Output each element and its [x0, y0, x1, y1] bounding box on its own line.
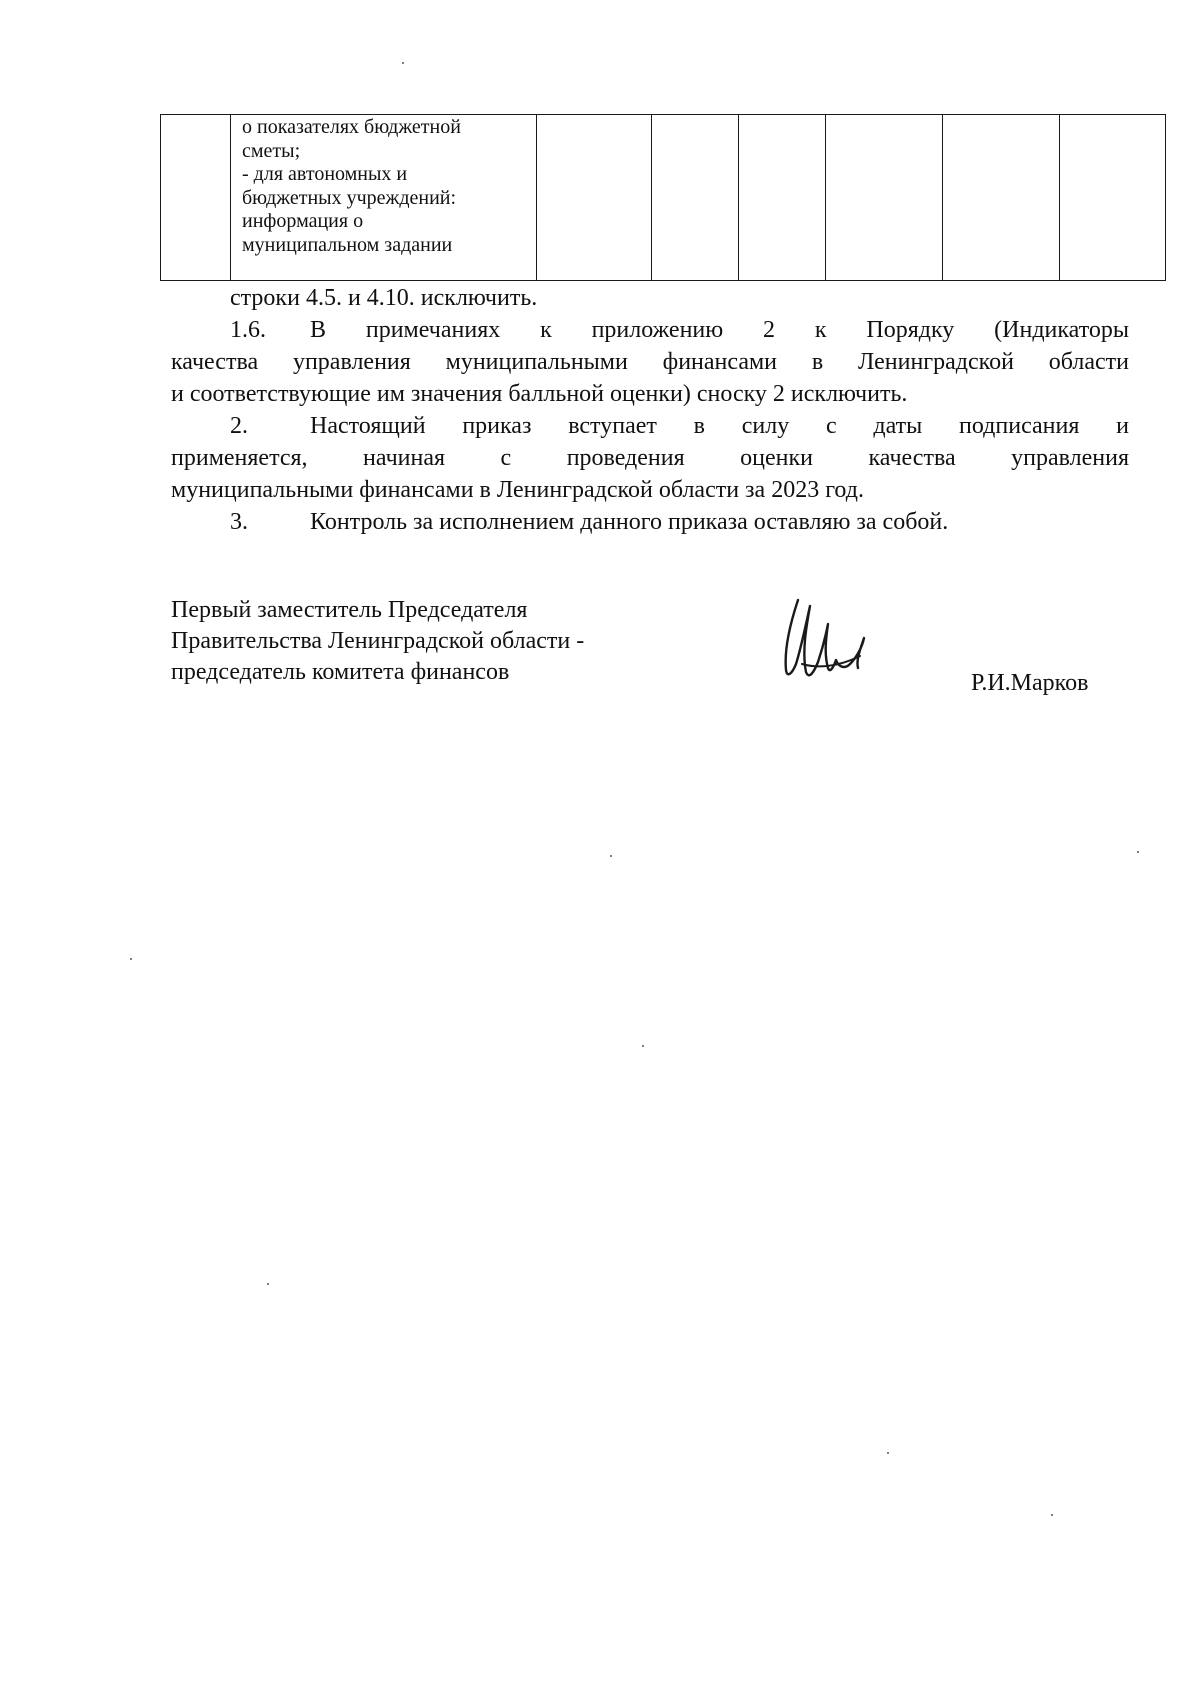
- paragraph-number: 1.6.: [230, 317, 266, 343]
- scan-speck: [130, 958, 132, 960]
- paragraph-3: [230, 507, 948, 538]
- paragraph-2-line-1: [230, 411, 1129, 442]
- signatory-title-line: Первый заместитель Председателя: [171, 597, 528, 623]
- table-cell: [739, 115, 826, 281]
- table-cell-text: о показателях бюджетной сметы; - для автономных и бюджетных учреждений: информация о муниципальном задании: [242, 116, 461, 256]
- signatory-title-line: Правительства Ленинградской области -: [171, 628, 585, 654]
- table-cell: [537, 115, 652, 281]
- scan-speck: [402, 62, 404, 64]
- paragraph-number: 2.: [230, 413, 248, 439]
- table-cell-description: [231, 115, 537, 281]
- paragraph-text: Настоящий приказ вступает в силу с даты подписания и: [310, 413, 1129, 439]
- handwritten-signature: [776, 594, 872, 686]
- paragraph-text: Контроль за исполнением данного приказа оставляю за собой.: [310, 509, 949, 535]
- table-row: [161, 115, 1166, 281]
- scan-speck: [610, 855, 612, 857]
- paragraph-2-line-2: применяется, начиная с проведения оценки качества управления: [171, 445, 1129, 471]
- scan-speck: [1051, 1514, 1053, 1516]
- paragraph-1-6-line-3: и соответствующие им значения балльной оценки) сноску 2 исключить.: [171, 381, 908, 407]
- table-cell: [652, 115, 739, 281]
- scan-speck: [642, 1045, 644, 1047]
- rows-excluded-text: строки 4.5. и 4.10. исключить.: [230, 285, 538, 311]
- table-cell-number: [161, 115, 231, 281]
- paragraph-1-6-line-2: качества управления муниципальными финансами в Ленинградской области: [171, 349, 1129, 375]
- table-cell: [826, 115, 943, 281]
- paragraph-number: 3.: [230, 509, 248, 535]
- table-cell: [1060, 115, 1166, 281]
- paragraph-1-6-line-1: [230, 315, 1129, 346]
- signatory-title-line: председатель комитета финансов: [171, 659, 510, 685]
- table-cell: [943, 115, 1060, 281]
- paragraph-2-line-3: муниципальными финансами в Ленинградской области за 2023 год.: [171, 477, 864, 503]
- signatory-title: [171, 595, 584, 688]
- signatory-name: Р.И.Марков: [971, 670, 1089, 696]
- scan-speck: [1137, 851, 1139, 853]
- scan-speck: [267, 1283, 269, 1285]
- paragraph-text: В примечаниях к приложению 2 к Порядку (Индикаторы: [310, 317, 1129, 343]
- indicator-table-fragment: [160, 114, 1166, 281]
- scan-speck: [887, 1452, 889, 1454]
